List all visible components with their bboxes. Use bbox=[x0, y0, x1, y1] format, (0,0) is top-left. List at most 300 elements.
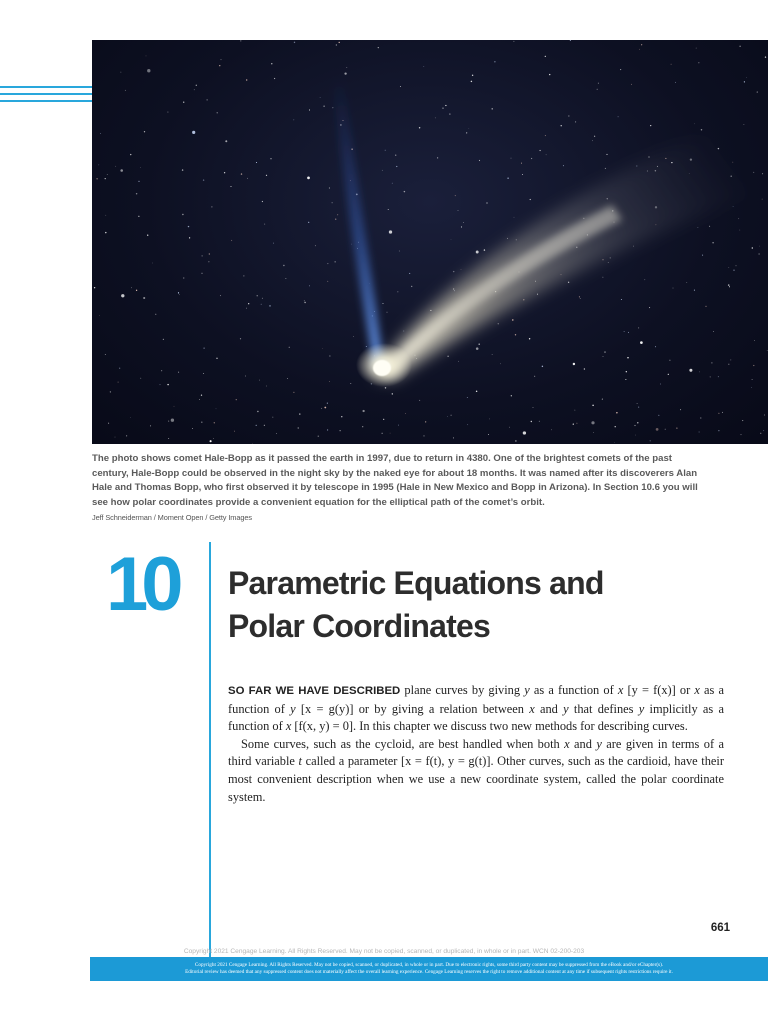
star bbox=[472, 75, 473, 76]
star bbox=[210, 440, 212, 442]
star bbox=[247, 178, 248, 179]
star bbox=[400, 86, 401, 87]
star bbox=[340, 430, 341, 431]
footer-line: Copyright 2021 Cengage Learning. All Rights Reserved. May not be copied, scanned, or duplicated, in whole or in part. Due to electronic rights, some third party content may be suppressed from the eBook and/or eChapter(s). bbox=[194, 962, 664, 968]
star bbox=[178, 292, 179, 293]
star bbox=[699, 372, 700, 373]
star bbox=[409, 273, 410, 274]
star bbox=[213, 438, 214, 439]
star bbox=[216, 408, 217, 409]
star bbox=[531, 158, 532, 159]
star bbox=[608, 262, 609, 263]
star bbox=[234, 431, 235, 432]
star bbox=[458, 210, 459, 211]
star bbox=[155, 314, 156, 315]
star bbox=[728, 364, 729, 365]
star bbox=[604, 352, 605, 353]
star bbox=[511, 158, 512, 159]
star bbox=[492, 108, 493, 109]
star bbox=[307, 177, 310, 180]
star bbox=[203, 179, 204, 180]
comet-photo bbox=[92, 40, 768, 444]
star bbox=[118, 382, 119, 383]
star bbox=[217, 112, 218, 113]
star bbox=[712, 242, 713, 243]
star bbox=[728, 284, 729, 285]
star bbox=[673, 288, 674, 289]
star bbox=[568, 282, 569, 283]
star bbox=[168, 438, 169, 439]
star bbox=[638, 407, 639, 408]
star bbox=[389, 230, 392, 233]
star bbox=[266, 386, 267, 387]
star bbox=[404, 191, 405, 192]
star bbox=[665, 429, 666, 430]
star bbox=[346, 67, 347, 68]
star bbox=[240, 338, 241, 339]
star bbox=[494, 61, 495, 62]
star bbox=[627, 357, 628, 358]
star bbox=[392, 393, 393, 394]
star bbox=[399, 251, 400, 252]
comet-ion-tail bbox=[332, 80, 384, 370]
star bbox=[435, 118, 436, 119]
math-expression: [f(x, y) = 0] bbox=[294, 719, 354, 734]
star bbox=[498, 323, 499, 324]
star bbox=[423, 66, 424, 67]
star bbox=[287, 378, 288, 379]
star bbox=[702, 255, 703, 256]
star bbox=[220, 59, 221, 60]
star bbox=[202, 273, 203, 274]
star bbox=[256, 162, 257, 163]
star bbox=[146, 56, 147, 57]
math-expression: [y = f(x)] bbox=[627, 683, 676, 697]
star bbox=[753, 365, 754, 366]
star bbox=[383, 303, 384, 304]
star bbox=[167, 112, 168, 113]
star bbox=[757, 91, 758, 92]
star bbox=[115, 166, 116, 167]
star bbox=[140, 378, 141, 379]
star bbox=[337, 214, 338, 215]
star bbox=[597, 89, 598, 90]
star bbox=[641, 44, 642, 45]
star bbox=[593, 432, 594, 433]
star bbox=[466, 132, 467, 133]
star bbox=[533, 407, 534, 408]
star bbox=[660, 384, 661, 385]
star bbox=[534, 376, 535, 377]
star bbox=[214, 422, 215, 423]
star bbox=[729, 286, 730, 287]
star bbox=[202, 255, 203, 256]
star bbox=[304, 300, 305, 301]
star bbox=[266, 175, 267, 176]
star bbox=[119, 368, 120, 369]
star bbox=[387, 312, 388, 313]
star bbox=[201, 421, 202, 422]
star bbox=[341, 416, 342, 417]
star bbox=[378, 47, 379, 48]
star bbox=[701, 129, 702, 130]
star bbox=[140, 167, 141, 168]
star bbox=[523, 431, 526, 434]
star bbox=[262, 298, 263, 299]
star bbox=[403, 331, 404, 332]
star bbox=[592, 140, 593, 141]
star bbox=[396, 166, 397, 167]
star bbox=[467, 397, 468, 398]
star bbox=[225, 140, 227, 142]
star bbox=[616, 412, 617, 413]
star bbox=[207, 99, 208, 100]
star bbox=[698, 227, 699, 228]
star bbox=[299, 413, 300, 414]
star bbox=[382, 433, 383, 434]
star bbox=[333, 107, 334, 108]
star bbox=[150, 425, 151, 426]
star bbox=[424, 435, 425, 436]
star bbox=[163, 339, 164, 340]
star bbox=[650, 440, 651, 441]
star bbox=[739, 46, 740, 47]
star bbox=[476, 347, 479, 350]
star bbox=[468, 128, 469, 129]
star bbox=[273, 243, 274, 244]
star bbox=[318, 436, 319, 437]
star bbox=[573, 363, 575, 365]
star bbox=[219, 65, 220, 66]
star bbox=[152, 263, 153, 264]
star bbox=[335, 261, 336, 262]
star bbox=[513, 41, 514, 42]
star bbox=[259, 380, 260, 381]
star bbox=[529, 338, 530, 339]
photo-credit: Jeff Schneiderman / Moment Open / Getty Images bbox=[92, 513, 252, 522]
star bbox=[240, 40, 241, 41]
star bbox=[327, 281, 328, 282]
star bbox=[245, 376, 246, 377]
star bbox=[192, 131, 195, 134]
star bbox=[598, 83, 599, 84]
star bbox=[521, 163, 522, 164]
star bbox=[99, 315, 100, 316]
star bbox=[451, 239, 452, 240]
star bbox=[382, 170, 383, 171]
star bbox=[767, 350, 768, 351]
star bbox=[509, 427, 510, 428]
star bbox=[634, 425, 635, 426]
math-expression: [x = f(t), y = g(t)] bbox=[401, 754, 491, 769]
star bbox=[390, 433, 391, 434]
star bbox=[271, 63, 272, 64]
star bbox=[461, 269, 462, 270]
star bbox=[224, 172, 225, 173]
star bbox=[530, 199, 531, 200]
star bbox=[445, 105, 446, 106]
star bbox=[592, 405, 593, 406]
star bbox=[546, 154, 547, 155]
star bbox=[568, 116, 569, 117]
chapter-title-line: Polar Coordinates bbox=[228, 608, 491, 644]
star bbox=[160, 384, 161, 385]
star bbox=[676, 427, 677, 428]
star bbox=[270, 158, 271, 159]
star bbox=[398, 425, 399, 426]
star bbox=[174, 406, 175, 407]
star bbox=[500, 363, 501, 364]
star bbox=[478, 343, 479, 344]
star bbox=[764, 415, 765, 416]
chapter-title-line: Parametric Equations and bbox=[228, 565, 604, 601]
star bbox=[447, 356, 448, 357]
star bbox=[671, 64, 672, 65]
star bbox=[208, 261, 209, 262]
star bbox=[694, 123, 695, 124]
star bbox=[192, 428, 193, 429]
star bbox=[366, 346, 367, 347]
intro-paragraph: SO FAR WE HAVE DESCRIBED plane curves by giving y as a function of x [y = f(x)] or x as a function of y [x = g(y)] or by giving a relation between x and y that defines y implicitly as a function of x [f(x, y) = 0]. In this chapter we discuss two new methods for describing curves. bbox=[228, 683, 725, 734]
star bbox=[489, 419, 490, 420]
star bbox=[248, 303, 249, 304]
star bbox=[476, 251, 479, 254]
star bbox=[455, 195, 456, 196]
star bbox=[411, 286, 412, 287]
star bbox=[130, 417, 131, 418]
star bbox=[323, 106, 324, 107]
star bbox=[718, 430, 719, 431]
star bbox=[138, 216, 139, 217]
star bbox=[178, 372, 179, 373]
star bbox=[419, 127, 420, 128]
comet-illustration bbox=[92, 40, 768, 444]
star bbox=[449, 114, 450, 115]
star bbox=[751, 387, 752, 388]
star bbox=[131, 287, 132, 288]
star bbox=[542, 366, 543, 367]
star bbox=[736, 265, 737, 266]
star bbox=[182, 214, 183, 215]
star bbox=[231, 186, 232, 187]
star bbox=[718, 413, 719, 414]
copyright-notice: Copyright 2021 Cengage Learning. All Rights Reserved. May not be copied, scanned, or duplicated, in whole or in part. WCN 02-200-203 bbox=[183, 948, 585, 955]
star bbox=[115, 437, 116, 438]
star bbox=[744, 81, 745, 82]
star bbox=[121, 72, 122, 73]
star bbox=[108, 423, 109, 424]
star bbox=[570, 40, 571, 41]
star bbox=[718, 376, 719, 377]
star bbox=[405, 413, 406, 414]
star bbox=[329, 381, 330, 382]
star bbox=[762, 199, 763, 200]
star bbox=[511, 395, 512, 396]
star bbox=[339, 42, 340, 43]
star bbox=[105, 178, 106, 179]
star bbox=[512, 319, 513, 320]
chapter-intro bbox=[228, 682, 724, 806]
star bbox=[308, 222, 309, 223]
star bbox=[203, 347, 204, 348]
star bbox=[675, 82, 676, 83]
star bbox=[514, 217, 515, 218]
star bbox=[161, 370, 162, 371]
star bbox=[201, 395, 202, 396]
star bbox=[107, 174, 108, 175]
star bbox=[733, 206, 734, 207]
star bbox=[211, 206, 212, 207]
star bbox=[344, 72, 346, 74]
star bbox=[179, 294, 180, 295]
star bbox=[110, 391, 111, 392]
star bbox=[442, 107, 443, 108]
star bbox=[752, 247, 753, 248]
star bbox=[628, 332, 629, 333]
chapter-divider-rule bbox=[209, 542, 211, 962]
star bbox=[309, 286, 310, 287]
star bbox=[315, 245, 316, 246]
star bbox=[257, 295, 258, 296]
chapter-number: 10 bbox=[106, 542, 177, 627]
star bbox=[710, 376, 711, 377]
star bbox=[286, 278, 287, 279]
star bbox=[655, 346, 656, 347]
star bbox=[144, 131, 145, 132]
star bbox=[594, 136, 595, 137]
star bbox=[385, 387, 386, 388]
star bbox=[216, 358, 217, 359]
star bbox=[573, 423, 574, 424]
star bbox=[272, 417, 273, 418]
star bbox=[336, 44, 337, 45]
chapter-title bbox=[228, 562, 728, 648]
star bbox=[130, 154, 131, 155]
star bbox=[324, 407, 326, 409]
star bbox=[689, 369, 692, 372]
star bbox=[754, 340, 755, 341]
star bbox=[694, 290, 695, 291]
star bbox=[635, 435, 636, 436]
star bbox=[579, 296, 580, 297]
star bbox=[309, 109, 310, 110]
star bbox=[453, 271, 454, 272]
star bbox=[276, 433, 277, 434]
star bbox=[484, 249, 485, 250]
star bbox=[713, 331, 714, 332]
star bbox=[243, 275, 244, 276]
star bbox=[437, 157, 438, 158]
star bbox=[637, 422, 638, 423]
star bbox=[321, 408, 322, 409]
star bbox=[194, 89, 195, 90]
star bbox=[262, 201, 263, 202]
decorative-lines bbox=[0, 86, 92, 107]
star bbox=[758, 253, 759, 254]
star bbox=[120, 169, 123, 172]
footer-line: Editorial review has deemed that any suppressed content does not materially affect the overall learning experience. Cengage Learning reserves the right to remove additional content at any time if subsequent rights restrictions require it. bbox=[185, 969, 673, 975]
star bbox=[304, 302, 305, 303]
star bbox=[362, 426, 363, 427]
star bbox=[94, 287, 95, 288]
comet-dust-tail bbox=[377, 120, 768, 378]
star bbox=[728, 267, 729, 268]
star bbox=[458, 361, 459, 362]
star bbox=[362, 410, 364, 412]
copyright-footer-band bbox=[90, 957, 768, 981]
star bbox=[105, 232, 106, 233]
star bbox=[168, 421, 169, 422]
star bbox=[100, 133, 101, 134]
star bbox=[322, 348, 323, 349]
star bbox=[252, 443, 253, 444]
star bbox=[633, 246, 634, 247]
star bbox=[752, 379, 753, 380]
star bbox=[467, 424, 468, 425]
star bbox=[515, 334, 516, 335]
star bbox=[669, 360, 670, 361]
star bbox=[602, 277, 603, 278]
star bbox=[147, 69, 150, 72]
star bbox=[257, 411, 258, 412]
star bbox=[98, 165, 99, 166]
star bbox=[246, 308, 247, 309]
star bbox=[591, 421, 594, 424]
star bbox=[626, 371, 627, 372]
star bbox=[209, 253, 210, 254]
star bbox=[621, 299, 622, 300]
star bbox=[105, 354, 106, 355]
star bbox=[603, 259, 604, 260]
star bbox=[236, 399, 237, 400]
star bbox=[537, 294, 538, 295]
star bbox=[488, 434, 489, 435]
star bbox=[486, 202, 487, 203]
star bbox=[138, 181, 139, 182]
star bbox=[637, 403, 638, 404]
star bbox=[419, 400, 420, 401]
star bbox=[603, 356, 604, 357]
star bbox=[385, 150, 386, 151]
star bbox=[639, 49, 640, 50]
star bbox=[610, 257, 611, 258]
star bbox=[620, 69, 621, 70]
star bbox=[463, 222, 464, 223]
star bbox=[471, 81, 473, 83]
star bbox=[668, 374, 669, 375]
star bbox=[196, 85, 197, 86]
decorative-line bbox=[0, 93, 92, 95]
star bbox=[696, 48, 697, 49]
star bbox=[711, 362, 712, 363]
star bbox=[522, 174, 523, 175]
star bbox=[241, 173, 242, 174]
star bbox=[350, 383, 351, 384]
star bbox=[576, 423, 577, 424]
star bbox=[563, 165, 564, 166]
star bbox=[698, 62, 699, 63]
star bbox=[650, 125, 651, 126]
star bbox=[631, 84, 632, 85]
star bbox=[739, 230, 740, 231]
star bbox=[231, 240, 232, 241]
star bbox=[742, 420, 743, 421]
star bbox=[199, 399, 200, 400]
star bbox=[203, 373, 204, 374]
star bbox=[638, 327, 639, 328]
star bbox=[763, 430, 764, 431]
page-number: 661 bbox=[710, 922, 730, 934]
